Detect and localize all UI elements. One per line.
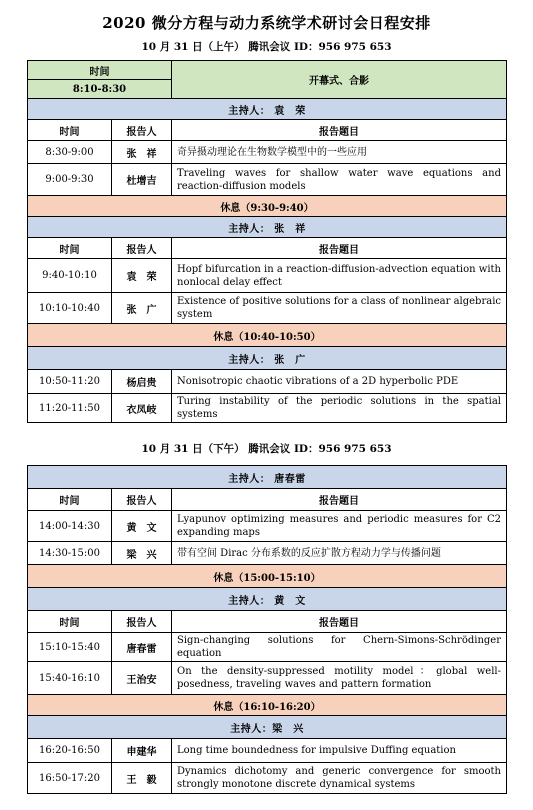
talk-topic: Dynamics dichotomy and generic convergence for smooth strongly monotone discrete dynamical systems [172,763,507,794]
header-speaker: 报告人 [112,120,172,141]
talk-topic: Existence of positive solutions for a class of nonlinear algebraic system [172,293,507,324]
talk-row [28,662,507,695]
talk-speaker: 袁 荣 [112,259,172,293]
morning-schedule-table [27,60,507,423]
talk-speaker: 杜增吉 [112,164,172,196]
column-header-row [28,238,507,259]
talk-speaker: 申建华 [112,739,172,763]
talk-topic: On the density-suppressed motility model：global well-posedness, traveling waves and pattern formation [172,662,507,695]
session-host-row [28,588,507,611]
talk-topic: Hopf bifurcation in a reaction-diffusion-advection equation with nonlocal delay effect [172,259,507,293]
document-title: 2020 微分方程与动力系统学术研讨会日程安排 [102,14,431,32]
column-header-row [28,489,507,511]
talk-speaker: 张 广 [112,293,172,324]
talk-topic: Nonisotropic chaotic vibrations of a 2D hyperbolic PDE [172,370,507,394]
talk-row [28,763,507,794]
morning-meeting-line: 10 月 31 日（上午） 腾讯会议 ID：956 975 653 [141,41,392,53]
header-topic: 报告题目 [172,489,507,511]
afternoon-meeting-line: 10 月 31 日（下午） 腾讯会议 ID：956 975 653 [141,443,392,455]
talk-time: 10:50-11:20 [28,370,112,394]
session-host: 主持人：梁 兴 [28,716,507,739]
talk-time: 14:30-15:00 [28,542,112,565]
talk-topic: Lyapunov optimizing measures and periodic measures for C2 expanding maps [172,511,507,542]
header-topic: 报告题目 [172,611,507,633]
talk-row [28,293,507,324]
talk-topic: Long time boundedness for impulsive Duffing equation [172,739,507,763]
talk-time: 10:10-10:40 [28,293,112,324]
talk-row [28,141,507,164]
break-label: 休息（9:30-9:40） [28,196,507,217]
break-row [28,695,507,716]
talk-speaker: 杨启贵 [112,370,172,394]
opening-time-label: 时间 [28,61,172,80]
talk-topic: Turing instability of the periodic solutions in the spatial systems [172,394,507,423]
header-speaker: 报告人 [112,611,172,633]
talk-row [28,370,507,394]
header-topic: 报告题目 [172,120,507,141]
break-row [28,324,507,347]
talk-speaker: 张 祥 [112,141,172,164]
opening-event: 开幕式、合影 [172,61,507,99]
header-time: 时间 [28,489,112,511]
talk-topic: Sign-changing solutions for Chern-Simons-Schrödinger equation [172,633,507,662]
talk-row [28,511,507,542]
break-label: 休息（16:10-16:20） [28,695,507,716]
header-topic: 报告题目 [172,238,507,259]
talk-time: 15:40-16:10 [28,662,112,695]
talk-row [28,259,507,293]
session-host-row [28,347,507,370]
talk-speaker: 唐春雷 [112,633,172,662]
talk-topic: 奇异摄动理论在生物数学模型中的一些应用 [172,141,507,164]
break-row [28,565,507,588]
talk-topic: Traveling waves for shallow water wave equations and reaction-diffusion models [172,164,507,196]
talk-time: 11:20-11:50 [28,394,112,423]
talk-speaker: 黄 文 [112,511,172,542]
column-header-row [28,120,507,141]
talk-row [28,739,507,763]
talk-topic: 带有空间 Dirac 分布系数的反应扩散方程动力学与传播问题 [172,542,507,565]
opening-time-value: 8:10-8:30 [28,80,172,99]
talk-time: 16:50-17:20 [28,763,112,794]
talk-time: 8:30-9:00 [28,141,112,164]
column-header-row [28,611,507,633]
talk-time: 15:10-15:40 [28,633,112,662]
session-host-row [28,99,507,120]
talk-time: 14:00-14:30 [28,511,112,542]
talk-time: 9:00-9:30 [28,164,112,196]
talk-row [28,394,507,423]
talk-speaker: 王 毅 [112,763,172,794]
session-host: 主持人： 张 广 [28,347,507,370]
header-time: 时间 [28,238,112,259]
break-label: 休息（10:40-10:50） [28,324,507,347]
session-host-row [28,217,507,238]
talk-time: 9:40-10:10 [28,259,112,293]
talk-time: 16:20-16:50 [28,739,112,763]
opening-row [28,61,507,80]
talk-row [28,633,507,662]
afternoon-schedule-table [27,465,507,794]
header-speaker: 报告人 [112,489,172,511]
session-host: 主持人： 张 祥 [28,217,507,238]
header-speaker: 报告人 [112,238,172,259]
session-host: 主持人： 黄 文 [28,588,507,611]
break-label: 休息（15:00-15:10） [28,565,507,588]
talk-speaker: 王治安 [112,662,172,695]
session-host: 主持人： 唐春雷 [28,466,507,489]
talk-row [28,542,507,565]
talk-speaker: 梁 兴 [112,542,172,565]
break-row [28,196,507,217]
session-host-row [28,466,507,489]
session-host: 主持人： 袁 荣 [28,99,507,120]
talk-row [28,164,507,196]
session-host-row [28,716,507,739]
talk-speaker: 衣凤岐 [112,394,172,423]
header-time: 时间 [28,120,112,141]
header-time: 时间 [28,611,112,633]
